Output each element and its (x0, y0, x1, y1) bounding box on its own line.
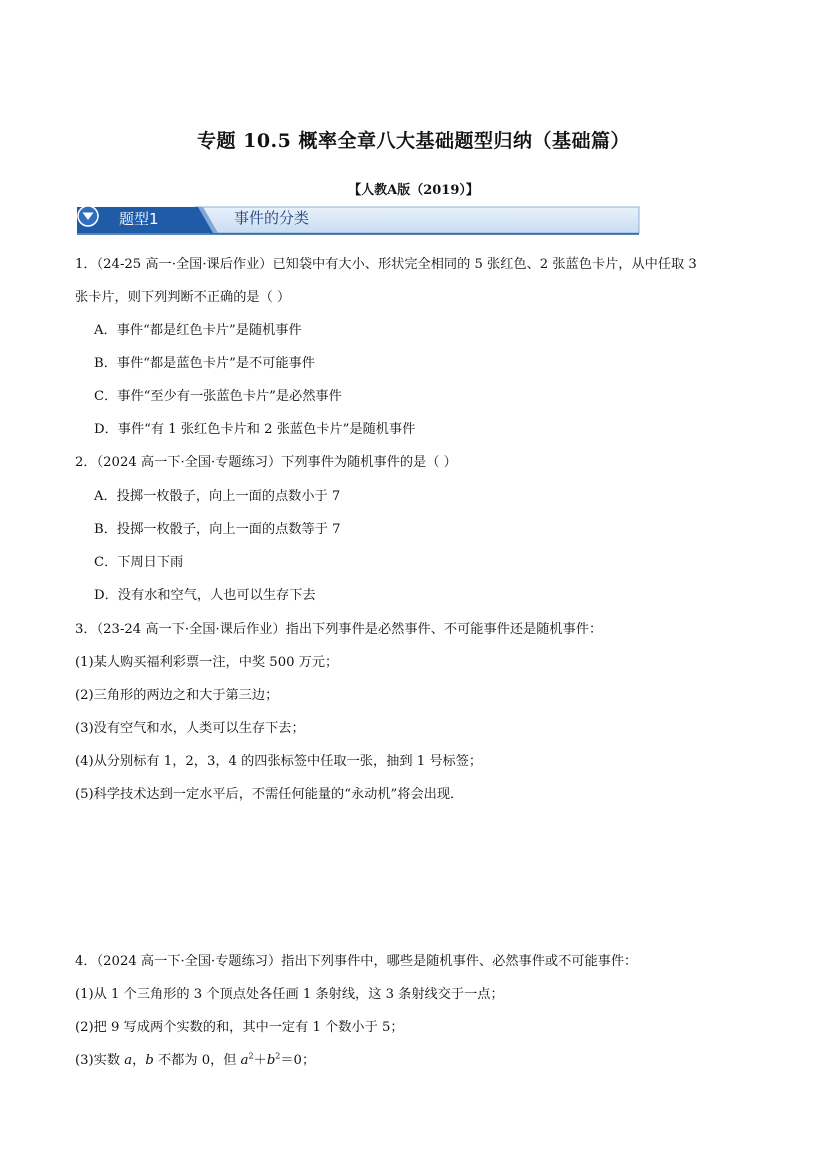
variable-b: b (145, 1053, 154, 1068)
item-3-end: ＝0； (280, 1053, 316, 1068)
question-3-item-4: (4)从分别标有 1，2，3，4 的四张标签中任取一张，抽到 1 号标签； (75, 754, 483, 769)
item-3-middle: 不都为 0，但 (153, 1053, 241, 1068)
question-3-item-2: (2)三角形的两边之和大于第三边； (75, 688, 279, 703)
question-2-option-b: B．投掷一枚骰子，向上一面的点数等于 7 (94, 522, 341, 537)
question-1-line-1: 1．（24-25 高一·全国·课后作业）已知袋中有大小、形状完全相同的 5 张红色、2 张蓝色卡片，从中任取 3 (75, 257, 697, 272)
question-1-line-2: 张卡片，则下列判断不正确的是（ ） (75, 290, 291, 305)
question-4-item-1: (1)从 1 个三角形的 3 个顶点处各任画 1 条射线，这 3 条射线交于一点； (75, 987, 504, 1002)
question-2-option-a: A．投掷一枚骰子，向上一面的点数小于 7 (94, 489, 341, 504)
plus-sign: ＋ (253, 1053, 267, 1068)
question-1-option-a: A．事件“都是红色卡片”是随机事件 (94, 323, 302, 338)
question-1-option-d: D．事件“有 1 张红色卡片和 2 张蓝色卡片”是随机事件 (94, 422, 416, 437)
question-3-line-1: 3．（23-24 高一下·全国·课后作业）指出下列事件是必然事件、不可能事件还是随机事件： (75, 622, 603, 637)
question-1-option-b: B．事件“都是蓝色卡片”是不可能事件 (94, 356, 315, 371)
item-3-prefix: (3)实数 (75, 1053, 125, 1068)
question-2-line-1: 2．（2024 高一下·全国·专题练习）下列事件为随机事件的是（ ） (75, 455, 457, 470)
variable-a: a (124, 1053, 133, 1068)
item-3-separator: ， (132, 1053, 146, 1068)
superscript-2: 2 (275, 1051, 281, 1061)
expr-variable-a: a (240, 1053, 249, 1068)
question-2-option-c: C．下周日下雨 (94, 555, 184, 570)
question-type-tag: 题型1 (119, 210, 159, 228)
question-2-option-d: D．没有水和空气，人也可以生存下去 (94, 588, 316, 603)
question-4-line-1: 4．（2024 高一下·全国·专题练习）指出下列事件中，哪些是随机事件、必然事件或不可能事件： (75, 954, 638, 969)
question-type-banner (77, 205, 641, 235)
page-title: 专题 10.5 概率全章八大基础题型归纳（基础篇） (196, 130, 630, 152)
question-3-item-1: (1)某人购买福利彩票一注，中奖 500 万元； (75, 655, 339, 670)
banner-background (77, 205, 641, 235)
chevron-down-circle-icon[interactable] (77, 205, 99, 227)
question-3-item-3: (3)没有空气和水，人类可以生存下去； (75, 721, 305, 736)
expr-variable-b: b (266, 1053, 276, 1068)
question-3-item-5: (5)科学技术达到一定水平后，不需任何能量的“永动机”将会出现． (75, 787, 464, 802)
edition-label: 【人教A版（2019）】 (348, 183, 479, 198)
question-4-item-2: (2)把 9 写成两个实数的和，其中一定有 1 个数小于 5； (75, 1020, 404, 1035)
question-type-category: 事件的分类 (234, 209, 310, 227)
superscript-2: 2 (248, 1051, 254, 1061)
question-4-item-3 (75, 1049, 315, 1068)
question-1-option-c: C．事件“至少有一张蓝色卡片”是必然事件 (94, 389, 342, 404)
